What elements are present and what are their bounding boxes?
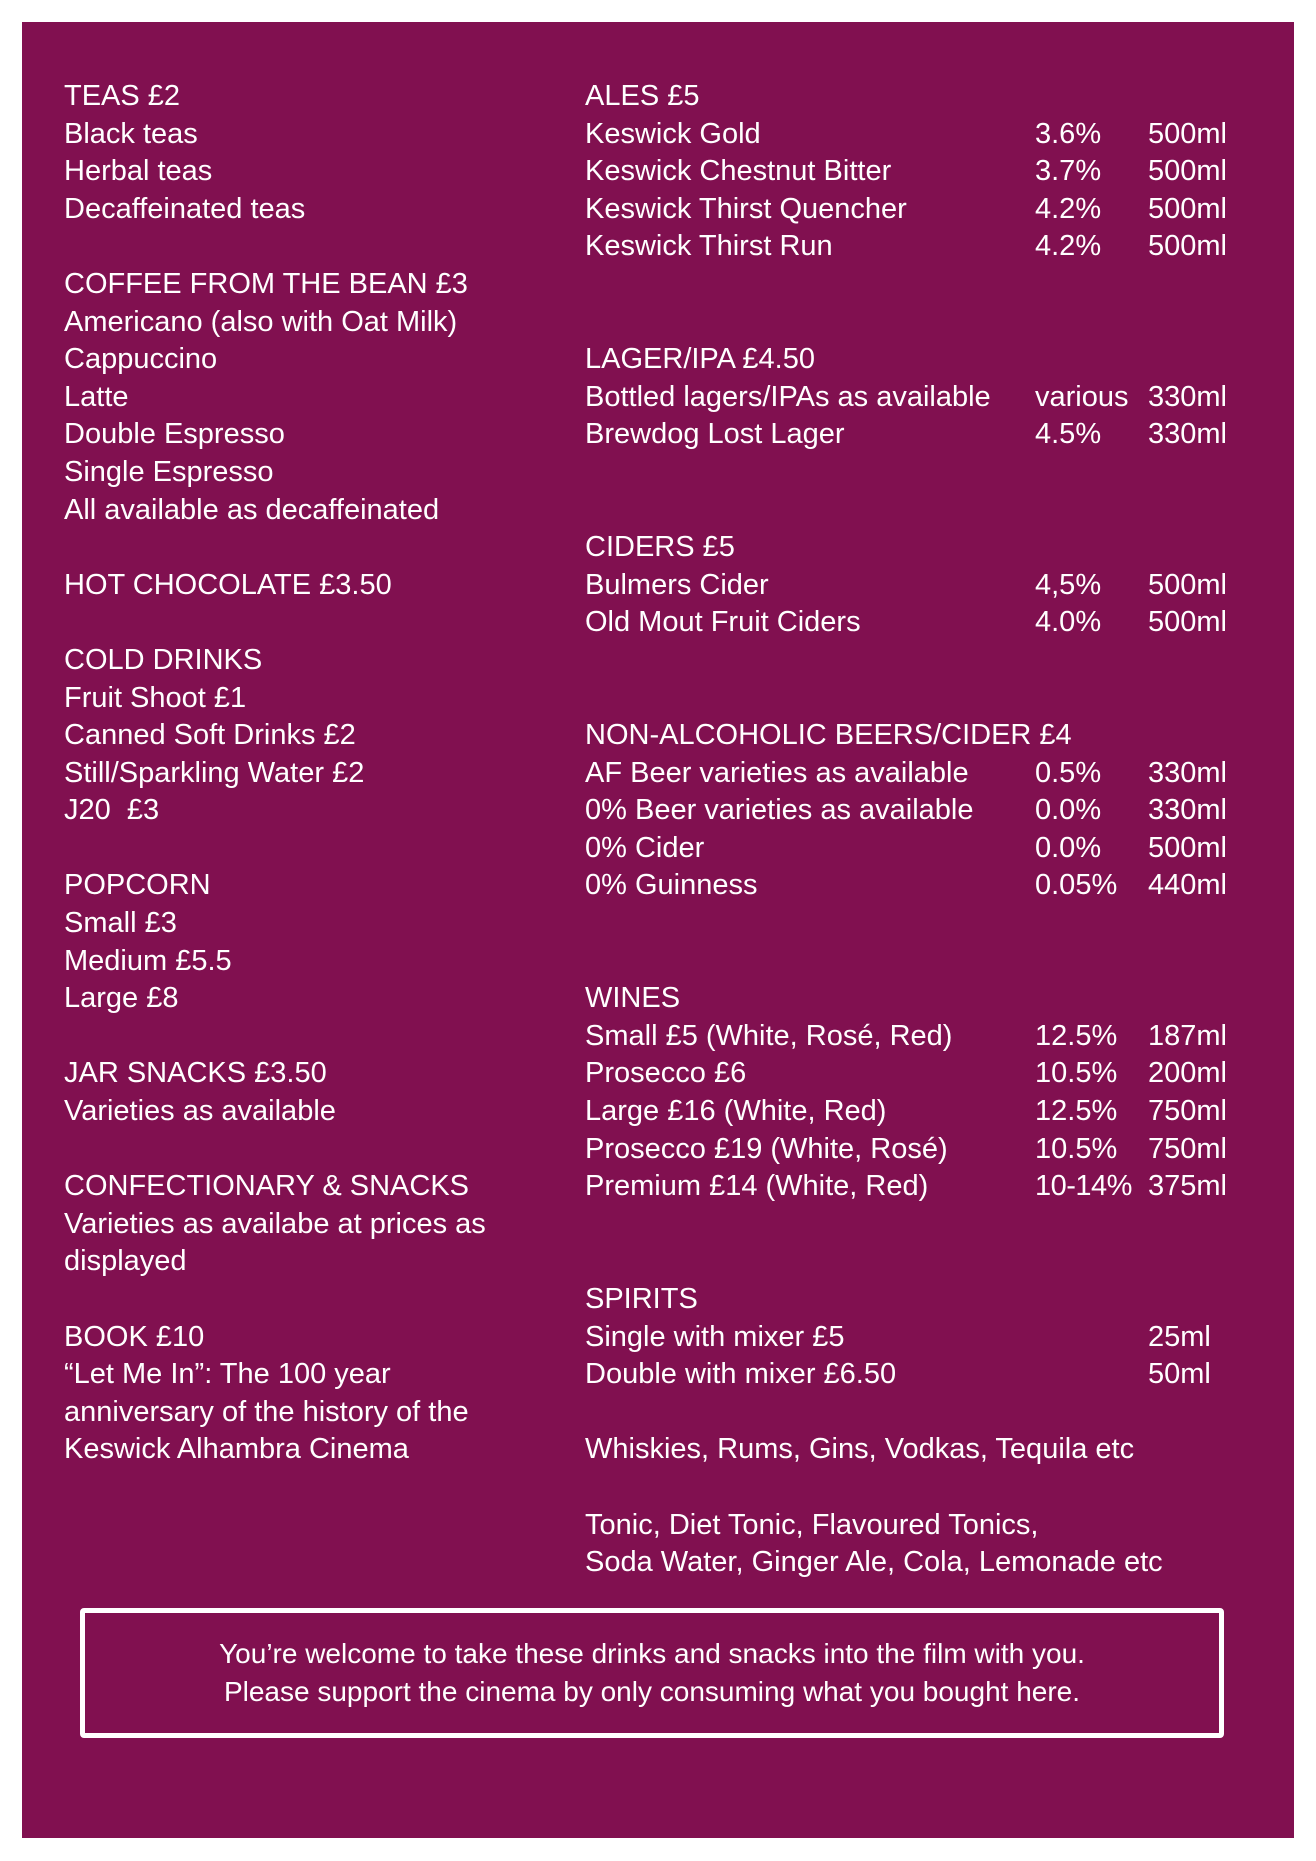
drink-abv: 3.7%: [1035, 155, 1102, 188]
right-column: [585, 78, 1275, 1582]
drink-name: Keswick Thirst Quencher: [585, 192, 907, 225]
drink-abv: 0.0%: [1035, 831, 1102, 864]
menu-section-non-alcoholic: [585, 717, 1275, 905]
menu-item: Medium £5.5: [64, 944, 232, 977]
menu-item: Small £3: [64, 907, 177, 940]
drink-volume: 500ml: [1148, 192, 1227, 225]
drink-name: AF Beer varieties as available: [585, 756, 969, 789]
drink-row: [585, 830, 1275, 868]
menu-item: Canned Soft Drinks £2: [64, 719, 356, 752]
menu-item: Black teas: [64, 117, 198, 150]
menu-section-ales: [585, 78, 1275, 266]
notice-line: Please support the cinema by only consuming what you bought here.: [223, 1676, 1081, 1707]
drink-row: [585, 116, 1275, 154]
drink-name: 0% Guinness: [585, 869, 758, 902]
drink-abv: 4.5%: [1035, 418, 1102, 451]
drink-row: [585, 228, 1275, 266]
drink-volume: 330ml: [1148, 380, 1227, 413]
menu-section-wines: [585, 980, 1275, 1206]
drink-volume: 500ml: [1148, 606, 1227, 639]
drink-abv: 0.05%: [1035, 869, 1118, 902]
section-heading: BOOK £10: [64, 1320, 205, 1353]
drink-name: Old Mout Fruit Ciders: [585, 606, 861, 639]
drink-row: [585, 1356, 1275, 1394]
drink-row: [585, 1093, 1275, 1131]
menu-item: All available as decaffeinated: [64, 493, 440, 526]
drink-name: Prosecco £19 (White, Rosé): [585, 1132, 948, 1165]
drink-volume: 750ml: [1148, 1132, 1227, 1165]
drink-abv: [1035, 1319, 1148, 1357]
section-heading: TEAS £2: [64, 80, 181, 112]
drink-name: Small £5 (White, Rosé, Red): [585, 1019, 953, 1052]
drink-abv: 10.5%: [1035, 1057, 1118, 1090]
drink-row: [585, 604, 1275, 642]
menu-item: Still/Sparkling Water £2: [64, 756, 365, 789]
drink-volume: 500ml: [1148, 568, 1227, 601]
drink-name: Keswick Thirst Run: [585, 230, 833, 263]
section-heading: ALES £5: [585, 80, 700, 112]
drink-row: [585, 191, 1275, 229]
menu-panel: [22, 22, 1294, 1838]
menu-section-ciders: [585, 529, 1275, 642]
menu-item: Herbal teas: [64, 155, 213, 188]
drink-volume: 50ml: [1148, 1358, 1211, 1391]
drink-volume: 750ml: [1148, 1095, 1227, 1128]
drink-volume: 500ml: [1148, 155, 1227, 188]
drink-volume: 500ml: [1148, 831, 1227, 864]
drink-row: [585, 1018, 1275, 1056]
drink-volume: 330ml: [1148, 756, 1227, 789]
section-heading: COFFEE FROM THE BEAN £3: [64, 267, 468, 300]
drink-volume: 440ml: [1148, 869, 1227, 902]
menu-section-lager: [585, 341, 1275, 454]
drink-name: Keswick Chestnut Bitter: [585, 155, 892, 188]
drink-volume: 330ml: [1148, 794, 1227, 827]
menu-item: J20 £3: [64, 794, 160, 827]
drink-abv: 4.2%: [1035, 192, 1102, 225]
menu-item: Varieties as availabe at prices as displayed: [64, 1207, 486, 1278]
drink-name: Prosecco £6: [585, 1057, 747, 1090]
section-heading: WINES: [585, 982, 681, 1015]
drink-abv: 4.2%: [1035, 230, 1102, 263]
drink-abv: 0.0%: [1035, 794, 1102, 827]
drink-abv: 12.5%: [1035, 1019, 1118, 1052]
section-heading: SPIRITS: [585, 1283, 698, 1315]
drink-row: [585, 1168, 1275, 1206]
left-column: [64, 78, 544, 1507]
drink-abv: 10-14%: [1035, 1170, 1132, 1203]
drink-row: [585, 1131, 1275, 1169]
section-heading: JAR SNACKS £3.50: [64, 1057, 327, 1090]
notice-line: You’re welcome to take these drinks and snacks into the film with you.: [219, 1638, 1085, 1670]
drink-volume: 375ml: [1148, 1170, 1227, 1203]
section-heading: POPCORN: [64, 869, 211, 902]
drink-name: Keswick Gold: [585, 117, 761, 150]
menu-section-teas: [64, 78, 544, 228]
menu-section-book: [64, 1319, 544, 1469]
spirits-note: Whiskies, Rums, Gins, Vodkas, Tequila etc: [585, 1433, 1135, 1466]
notice-box: [80, 1608, 1224, 1738]
drink-volume: 187ml: [1148, 1019, 1227, 1052]
drink-abv: 3.6%: [1035, 117, 1102, 150]
menu-item: Varieties as available: [64, 1095, 336, 1128]
menu-section-coffee: [64, 266, 544, 529]
drink-name: Bottled lagers/IPAs as available: [585, 380, 991, 413]
drink-abv: 0.5%: [1035, 756, 1102, 789]
drink-abv: 4,5%: [1035, 568, 1102, 601]
section-heading: CONFECTIONARY & SNACKS: [64, 1170, 470, 1203]
menu-item: Decaffeinated teas: [64, 192, 306, 225]
drink-row: [585, 755, 1275, 793]
drink-volume: 500ml: [1148, 230, 1227, 263]
drink-row: [585, 1055, 1275, 1093]
menu-section-cold-drinks: [64, 642, 544, 830]
menu-item: Americano (also with Oat Milk): [64, 305, 458, 338]
drink-row: [585, 416, 1275, 454]
section-heading: CIDERS £5: [585, 531, 735, 564]
drink-row: [585, 867, 1275, 905]
drink-name: Bulmers Cider: [585, 568, 769, 601]
menu-section-confectionary: [64, 1168, 544, 1281]
drink-abv: 10.5%: [1035, 1132, 1118, 1165]
menu-section-spirits: [585, 1281, 1275, 1582]
drink-name: Premium £14 (White, Red): [585, 1170, 929, 1203]
drink-name: Brewdog Lost Lager: [585, 418, 845, 451]
drink-row: [585, 379, 1275, 417]
menu-item: Large £8: [64, 982, 179, 1015]
menu-item: Fruit Shoot £1: [64, 681, 247, 714]
drink-name: Double with mixer £6.50: [585, 1358, 897, 1391]
drink-abv: various: [1035, 380, 1129, 413]
drink-volume: 500ml: [1148, 117, 1227, 150]
drink-volume: 330ml: [1148, 418, 1227, 451]
menu-section-popcorn: [64, 867, 544, 1017]
drink-name: 0% Cider: [585, 831, 705, 864]
section-heading: LAGER/IPA £4.50: [585, 343, 815, 376]
drink-abv: 12.5%: [1035, 1095, 1118, 1128]
mixers-note: Tonic, Diet Tonic, Flavoured Tonics, Soda Water, Ginger Ale, Cola, Lemonade etc: [585, 1508, 1163, 1579]
drink-row: [585, 153, 1275, 191]
drink-abv: [1035, 1356, 1148, 1394]
drink-row: [585, 792, 1275, 830]
drink-row: [585, 567, 1275, 605]
menu-item: Double Espresso: [64, 418, 285, 451]
section-heading: COLD DRINKS: [64, 643, 263, 676]
menu-item: Single Espresso: [64, 455, 274, 488]
section-heading: HOT CHOCOLATE £3.50: [64, 568, 392, 601]
drink-volume: 25ml: [1148, 1320, 1211, 1353]
drink-row: [585, 1319, 1275, 1357]
drink-volume: 200ml: [1148, 1057, 1227, 1090]
menu-item: Cappuccino: [64, 343, 218, 376]
drink-name: Large £16 (White, Red): [585, 1095, 887, 1128]
drink-name: Single with mixer £5: [585, 1320, 845, 1353]
menu-item: Latte: [64, 380, 129, 413]
drink-name: 0% Beer varieties as available: [585, 794, 974, 827]
section-heading: NON-ALCOHOLIC BEERS/CIDER £4: [585, 719, 1072, 752]
menu-section-hot-chocolate: [64, 567, 544, 605]
menu-item: “Let Me In”: The 100 year anniversary of the history of the Keswick Alhambra Cinema: [64, 1358, 469, 1466]
drink-abv: 4.0%: [1035, 606, 1102, 639]
menu-section-jar-snacks: [64, 1055, 544, 1130]
